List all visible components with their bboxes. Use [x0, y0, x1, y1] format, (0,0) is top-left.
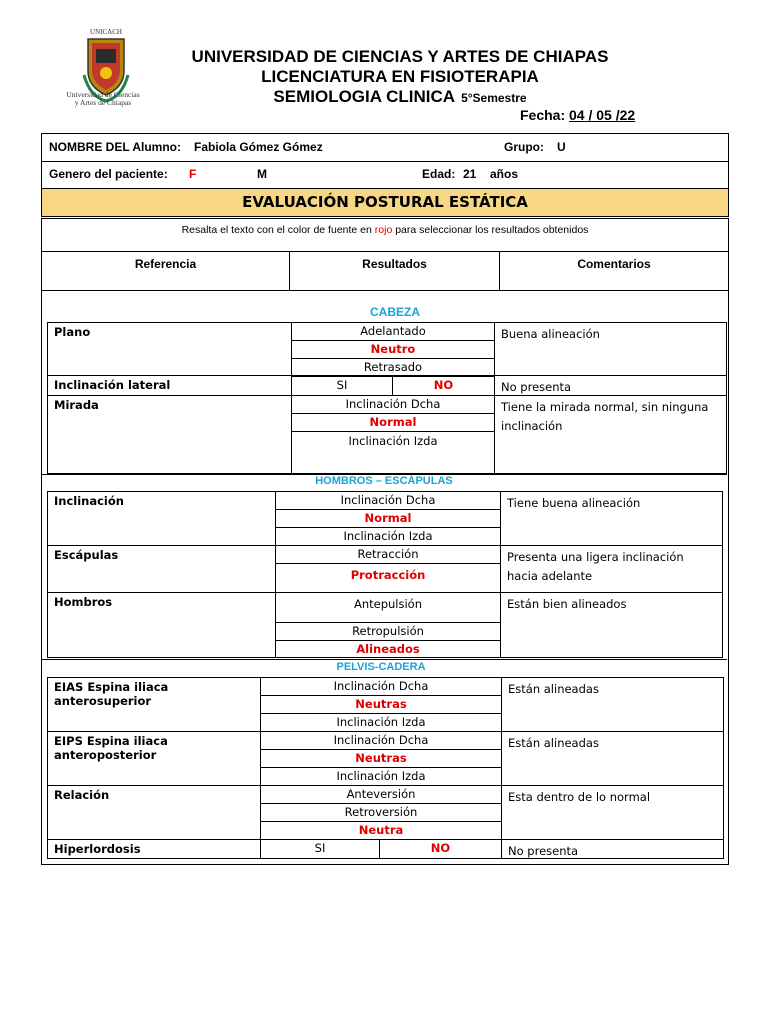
- student-name-row: [42, 134, 728, 162]
- student-info-table: [41, 133, 729, 217]
- com-relacion: Esta dentro de lo normal: [501, 785, 724, 840]
- com-inclinacion: Tiene buena alineación: [500, 491, 723, 546]
- ref-eips: EIPS Espina iliaca anteroposterior: [47, 731, 261, 786]
- age-value: 21: [463, 167, 477, 181]
- instructions-red-word: rojo: [374, 224, 393, 236]
- opt-relacion-1: Anteversión: [260, 785, 502, 804]
- section-pelvis: PELVIS-CADERA: [336, 661, 426, 673]
- logo-caption: [48, 91, 158, 107]
- opt-eips-2: Neutras: [260, 749, 502, 768]
- opt-relacion-3: Neutra: [260, 821, 502, 840]
- column-header-com: Comentarios: [500, 251, 728, 291]
- gender-m: M: [257, 167, 267, 181]
- pelvis-block: [47, 677, 724, 858]
- com-mirada: Tiene la mirada normal, sin ninguna inclinación: [494, 395, 727, 474]
- section-cabeza: CABEZA: [370, 305, 420, 319]
- ref-relacion: Relación: [47, 785, 261, 840]
- column-header-res: Resultados: [290, 251, 500, 291]
- name-value: Fabiola Gómez Gómez: [194, 140, 323, 154]
- opt-mirada-1: Inclinación Dcha: [291, 395, 495, 414]
- opt-escapulas-1: Retracción: [275, 545, 501, 564]
- program-name: LICENCIATURA EN FISIOTERAPIA: [261, 67, 539, 86]
- section-hombros: HOMBROS – ESCÁPULAS: [315, 475, 453, 487]
- date-value: 04 / 05 /22: [569, 107, 636, 123]
- opt-relacion-2: Retroversión: [260, 803, 502, 822]
- ref-hiperlordosis: Hiperlordosis: [47, 839, 261, 859]
- course-name: [150, 87, 650, 107]
- opt-inclinacion-3: Inclinación Izda: [275, 527, 501, 546]
- opt-hombros-1: Antepulsión: [275, 592, 501, 623]
- patient-info-row: [42, 161, 728, 189]
- gender-label: Genero del paciente:: [49, 167, 168, 181]
- opt-eias-3: Inclinación Izda: [260, 713, 502, 732]
- opt-plano-2: Neutro: [291, 340, 495, 359]
- gender-f: F: [189, 167, 197, 181]
- svg-text:UNICACH: UNICACH: [90, 28, 122, 36]
- opt-inclinacion-2: Normal: [275, 509, 501, 528]
- instructions-text-1: Resalta el texto con el color de fuente en: [181, 224, 375, 236]
- opt-escapulas-2: Protracción: [275, 563, 501, 593]
- opt-mirada-2: Normal: [291, 413, 495, 432]
- opt-incl-lateral-si: SI: [291, 375, 393, 396]
- ref-escapulas: Escápulas: [47, 545, 276, 593]
- com-incl-lateral: No presenta: [494, 375, 727, 396]
- date: [520, 107, 635, 123]
- age-label: Edad:: [422, 167, 456, 181]
- com-escapulas: Presenta una ligera inclinación hacia adelante: [500, 545, 723, 593]
- com-eias: Están alineadas: [501, 677, 724, 732]
- ref-inclinacion: Inclinación: [47, 491, 276, 546]
- opt-hombros-3: Alineados: [275, 640, 501, 658]
- column-header-ref: Referencia: [42, 251, 290, 291]
- instructions-text-2: para seleccionar los resultados obtenidos: [392, 224, 589, 236]
- com-hiperlordosis: No presenta: [501, 839, 724, 859]
- opt-inclinacion-1: Inclinación Dcha: [275, 491, 501, 510]
- opt-hiperlordosis-no: NO: [379, 839, 502, 859]
- logo-caption-line1: Universidad de Ciencias: [66, 90, 140, 99]
- form-title: EVALUACIÓN POSTURAL ESTÁTICA: [42, 189, 728, 216]
- opt-eips-3: Inclinación Izda: [260, 767, 502, 786]
- opt-plano-1: Adelantado: [291, 322, 495, 341]
- ref-plano: Plano: [47, 322, 292, 376]
- instructions: [42, 219, 728, 252]
- opt-incl-lateral-no: NO: [392, 375, 495, 396]
- opt-plano-3: Retrasado: [291, 358, 495, 377]
- course-title: SEMIOLOGIA CLINICA: [273, 87, 456, 106]
- ref-hombros: Hombros: [47, 592, 276, 658]
- logo-caption-line2: y Artes de Chiapas: [74, 98, 132, 107]
- ref-mirada: Mirada: [47, 395, 292, 474]
- opt-eips-1: Inclinación Dcha: [260, 731, 502, 750]
- university-name: UNIVERSIDAD DE CIENCIAS Y ARTES DE CHIAPAS: [191, 47, 609, 66]
- divider: [41, 474, 727, 475]
- opt-hiperlordosis-si: SI: [260, 839, 380, 859]
- opt-mirada-3: Inclinación Izda: [291, 431, 495, 474]
- age-unit: años: [490, 167, 519, 181]
- divider-2: [41, 659, 727, 660]
- ref-incl-lateral: Inclinación lateral: [47, 375, 292, 396]
- com-plano: Buena alineación: [494, 322, 727, 376]
- opt-hombros-2: Retropulsión: [275, 622, 501, 641]
- opt-eias-2: Neutras: [260, 695, 502, 714]
- cabeza-block: [47, 322, 727, 474]
- com-hombros: Están bien alineados: [500, 592, 723, 658]
- semester: 5°Semestre: [461, 91, 527, 105]
- group-label: Grupo:: [504, 140, 544, 154]
- opt-eias-1: Inclinación Dcha: [260, 677, 502, 696]
- name-label: NOMBRE DEL Alumno:: [49, 140, 181, 154]
- date-label: Fecha:: [520, 107, 566, 123]
- com-eips: Están alineadas: [501, 731, 724, 786]
- group-value: U: [557, 140, 566, 154]
- ref-eias: EIAS Espina iliaca anterosuperior: [47, 677, 261, 732]
- hombros-block: [47, 491, 723, 658]
